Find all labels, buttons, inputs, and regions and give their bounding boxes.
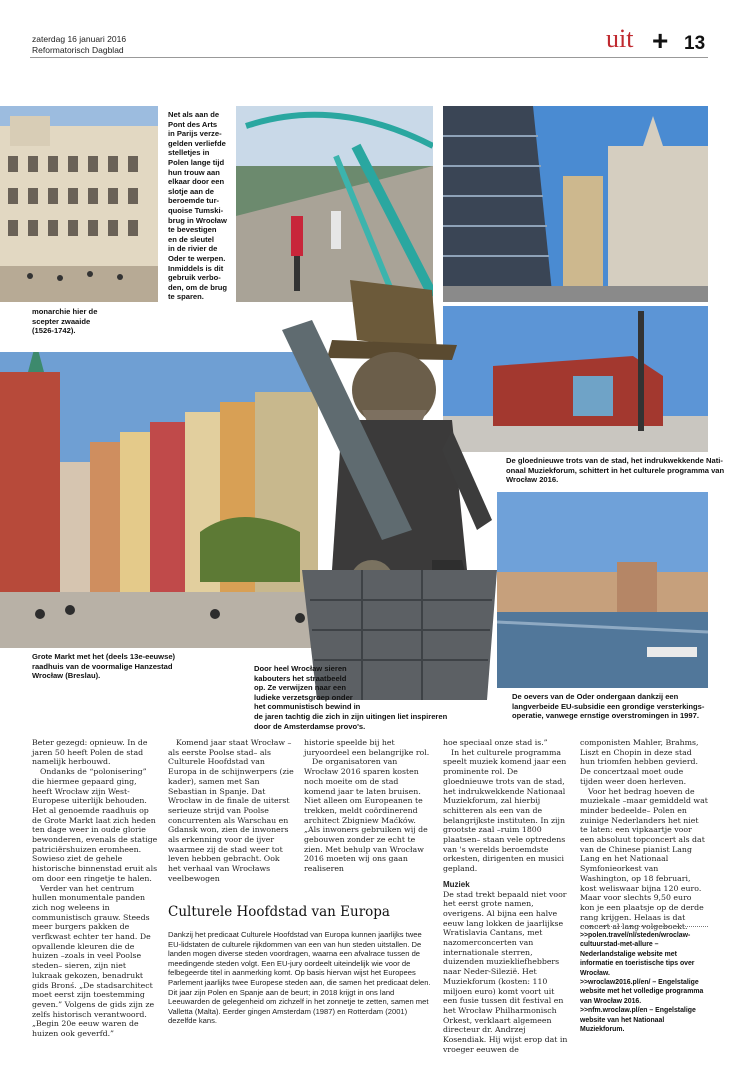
article-column-2 [168, 738, 294, 884]
paragraph: In het culturele programma speelt muziek komend jaar een prominente rol. De gloednieuwe trots van de stad, het indrukwekkende Nationaal Muziekforum, zal hierbij schitteren als een van de belangrijkste instituten. In zijn grootste zaal –ruim 1800 plaatsen– staan vele optredens van 's werelds beroemdste orkesten, dirigenten en musici gepland. [443, 747, 567, 874]
paragraph: De stad trekt bepaald niet voor het eerst grote namen, overigens. Al bijna een halve eeuw lang lokken de jaarlijkse Wratislavia Cantans, met nazomerconcerten van internationale sterren, duizenden muziekliefhebbers naar Neder-Silezië. Het Muziekforum (kosten: 110 miljoen euro) komt voort uit een fusie tussen dit festival en het Wrocław Philharmonisch Orkest, verklaart algemeen directeur dr. Andrzej Kosendiak. Hij wijst erop dat in vroeger eeuwen de [443, 889, 568, 1054]
article-column-1 [32, 738, 158, 1039]
link-polen-travel[interactable]: >>polen.travel/nl/steden/wroclaw-cultuurstad-met-allure – Nederlandstalige website met informatie en toeristische tips over Wrocław. [580, 932, 695, 977]
box-heading: Culturele Hoofdstad van Europa [168, 904, 390, 920]
caption-monarchie: monarchie hier de scepter zwaaide (1526-1742). [32, 307, 98, 336]
caption-grote-markt: Grote Markt met het (deels 13e-eeuwse) raadhuis van de voormalige Hanzestad Wrocław (Breslau). [32, 652, 176, 681]
paragraph: De organisatoren van Wrocław 2016 sparen kosten noch moeite om de stad komend jaar te laten bruisen. Niet alleen om Europeanen te trekken, meldt coördinerend architect Zbigniew Maćków. „Als inwoners gebruiken wij de gebouwen zonder ze echt te zien. Met behulp van Wrocław 2016 moeten wij ons gaan realiseren [304, 757, 428, 874]
caption-gnome: Door heel Wrocław sieren kabouters het straatbeeld op. Ze verwijzen naar een ludieke verzetsgroep onder het communistisch bewind in de jaren tachtig die zich in zijn uitingen liet inspireren door de Amsterdamse provo's. [254, 664, 448, 731]
caption-music-forum: De gloednieuwe trots van de stad, het indrukwekkende Nati- onaal Muziekforum, schittert in het culturele programma van Wrocław 2016. [506, 456, 725, 485]
header-rule [30, 57, 708, 58]
article-column-5 [580, 738, 708, 932]
paragraph: Beter gezegd: opnieuw. In de jaren 50 heeft Polen de stad namelijk herbouwd. [32, 738, 148, 767]
paragraph: Voor het bedrag hoeven de muziekale –maar gemiddeld wat minder bedeelde– Polen en zuinige Nederlanders het niet te laten: een vipkaartje voor een absoluut topconcert als dat van de Chinese pianist Lang Lang en het Nationaal Symfonieorkest van Washington, op 18 februari, kost weliswaar bijna 120 euro. Maar voor slechts 9,50 euro kon je een plaatsje op de derde rang krijgen. Helaas is dat concert al lang volgeboekt. [580, 786, 708, 932]
newspaper-name: Reformatorisch Dagblad [32, 45, 124, 55]
link-nfm[interactable]: >>nfm.wroclaw.pl/en – Engelstalige website van het Nationaal Muziekforum. [580, 1007, 696, 1034]
paragraph: Ondanks de “polonisering” die hiermee gepaard ging, heeft Wrocław zijn West-Europese uiterlijk behouden. Het al genoemde raadhuis op de Grote Markt laat zich heden ten dage weer in oude glorie bewonderen, evenals de statige patriciërshuizen eromheen. Sowieso ziet de gehele historische binnenstad eruit als om door een ringetje te halen. [32, 767, 158, 883]
photo-oder-river [497, 492, 708, 688]
paragraph: hoe speciaal onze stad is.” [443, 738, 548, 747]
caption-oder: De oevers van de Oder ondergaan dankzij een langverbeide EU-subsidie een grondige versterkings- operatie, vanwege ernstige overstromingen in 1997. [512, 692, 705, 721]
photo-gnome-statue [262, 270, 502, 704]
paragraph: Komend jaar staat Wrocław –als eerste Poolse stad– als Culturele Hoofdstad van Europa in de schijnwerpers (zie kader), samen met San Sebastian in Spanje. Dat Wrocław in de finale de uiterst serieuze strijd van Poolse concurrenten als Warschau en Gdansk won, zien de inwoners als erkenning voor de ijver waarmee zij de stad weer tot leven hebben gebracht. Ook het verhaal van Wrocławs veelbewogen [168, 738, 294, 883]
caption-bridge: Net als aan de Pont des Arts in Parijs verze- gelden verliefde stelletjes in Polen lange tijd hun trouw aan elkaar door een slotje aan de beroemde tur- quoise Tumski- brug in Wrocław te bevestigen en de sleutel in de rivier de Oder te werpen. Inmiddels is dit gebruik verbo- den, om de brug te sparen. [168, 110, 228, 302]
page-number: 13 [684, 33, 706, 54]
issue-date: zaterdag 16 januari 2016 [32, 34, 127, 44]
article-column-4 [443, 738, 569, 1055]
section-name: uit [606, 24, 634, 53]
links-box [580, 926, 708, 1034]
header-date-block [32, 34, 126, 56]
subheading-muziek: Muziek [443, 879, 470, 889]
photo-palace [0, 106, 158, 302]
paragraph: Verder van het centrum hullen monumentale panden zich nog weleens in communistisch grauw. Steeds meer burgers pakken de verfkwast echter ter hand. De opvallende kleuren die de huizen –zoals in veel Poolse steden– sieren, zijn niet lukraak gekozen, benadrukt gids Bronś. „De stadsarchitect moet eerst zijn toestemming geven.” Volgens de gids zijn ze zelfs historisch verantwoord. „Begin 20e eeuw waren de huizen ook geverfd.” [32, 883, 155, 1039]
box-text: Dankzij het predicaat Culturele Hoofdstad van Europa kunnen jaarlijks twee EU-lidstaten de culturele rijkdommen van een van hun steden uitstallen. De landen mogen diverse steden voordragen, waarna een afvalrace tussen de meedingende steden volgt. Een EU-jury oordeelt uiteindelijk wie voor de felbegeerde titel in aanmerking komt. Op basis hiervan wijst het Europees Parlement jaarlijks twee Europese steden aan, die samen het predicaat delen. Dit jaar zijn Polen en Spanje aan de beurt; in 2018 krijgt in ons land Leeuwarden de gelegenheid om zichzelf in het zonnetje te zetten, samen met Valletta (Malta). Eerder gingen Amsterdam (1987) en Rotterdam (2001) dezelfde kans. [168, 930, 431, 1026]
article-column-3 [304, 738, 430, 874]
paragraph: historie speelde bij het juryoordeel een belangrijke rol. [304, 738, 430, 757]
links-divider [580, 926, 708, 927]
paragraph: componisten Mahler, Brahms, Liszt en Chopin in deze stad hun triomfen hebben gevierd. De concertzaal moet oude tijden weer doen herleven. [580, 738, 699, 786]
plus-logo: + [652, 25, 669, 56]
link-wroclaw2016[interactable]: >>wroclaw2016.pl/en/ – Engelstalige website met het volledige programma van Wrocław 2016. [580, 979, 704, 1005]
